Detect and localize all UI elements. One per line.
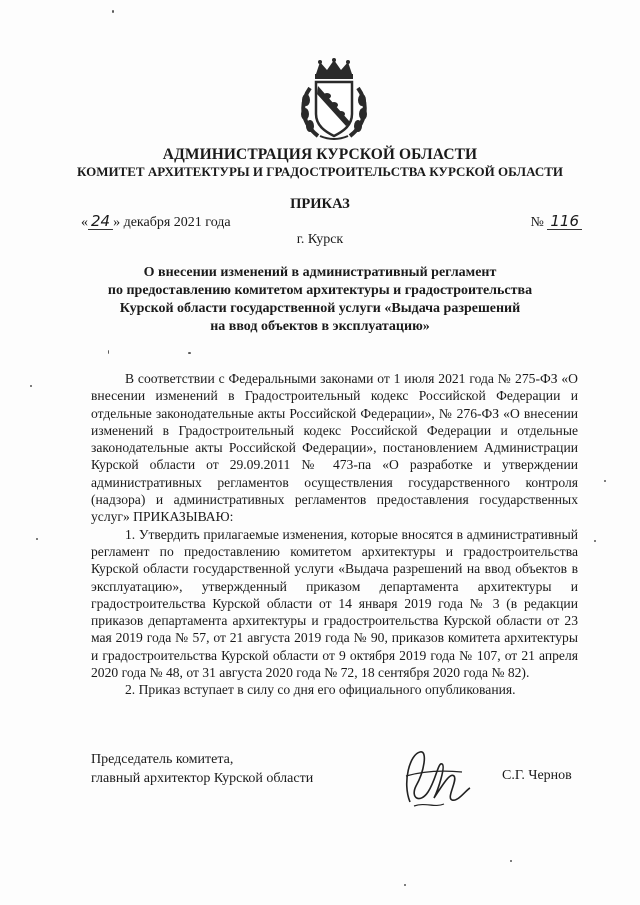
handwritten-day: 24 <box>88 214 113 230</box>
number-prefix: № <box>530 215 544 230</box>
handwritten-signature <box>380 742 476 814</box>
administration-heading: АДМИНИСТРАЦИЯ КУРСКОЙ ОБЛАСТИ <box>162 146 478 163</box>
clause-2-paragraph: 2. Приказ вступает в силу со дня его официального опубликования. <box>125 682 516 698</box>
order-number <box>531 214 583 231</box>
signatory-position <box>91 750 313 788</box>
order-title <box>60 264 580 336</box>
title-line: по предоставлению комитетом архитектуры и градостроительства <box>107 283 533 298</box>
title-line: Курской области государственной услуги «Выдача разрешений <box>119 301 521 316</box>
clause-1-paragraph: 1. Утвердить прилагаемые изменения, которые вносятся в административный регламент по предоставлению комитетом архитектуры и градостроительства Курской области государственной услуги «Выдача разрешений на ввод объектов в эксплуатацию», утвержденный приказом департамента архитектуры и градостроительства Курской области от 14 января 2019 года № 3 (в редакции приказов департамента архитектуры и градостроительства Курской области от 23 мая 2019 года № 57, от 21 августа 2019 года № 90, приказов комитета архитектуры и градостроительства Курской области от 9 октября 2019 года № 107, от 21 апреля 2020 года № 48, от 31 августа 2020 года № 72, 18 сентября 2020 года № 82). <box>91 526 578 681</box>
scan-speck <box>112 10 114 13</box>
city-name: г. Курск <box>296 232 344 247</box>
handwritten-number: 116 <box>547 214 582 230</box>
date-month-year: » декабря 2021 года <box>113 215 231 230</box>
title-line: О внесении изменений в административный регламент <box>143 265 497 280</box>
signatory-name: С.Г. Чернов <box>502 768 572 783</box>
order-body <box>91 370 578 699</box>
scan-speck <box>404 884 406 886</box>
committee-heading: КОМИТЕТ АРХИТЕКТУРЫ И ГРАДОСТРОИТЕЛЬСТВА КУРСКОЙ ОБЛАСТИ <box>76 164 564 179</box>
preamble-paragraph: В соответствии с Федеральными законами от 1 июля 2021 года № 275-ФЗ «О внесении изменений в Градостроительный кодекс Российской Федерации и отдельные законодательные акты Российской Федерации», № 276-ФЗ «О внесении изменений в Градостроительный кодекс Российской Федерации и отдельные законодательные акты Российской Федерации», постановлением Администрации Курской области от 29.09.2011 № 473-па «О разработке и утверждении административных регламентов осуществления государственного контроля (надзора) и административных регламентов предоставления государственных услуг» ПРИКАЗЫВАЮ: <box>91 371 578 525</box>
scan-speck <box>30 385 32 387</box>
title-line: на ввод объектов в эксплуатацию» <box>210 319 430 334</box>
order-label: ПРИКАЗ <box>290 196 350 212</box>
position-line: Председатель комитета, <box>91 752 234 767</box>
scan-speck <box>594 540 596 542</box>
order-date <box>81 214 231 231</box>
scan-speck <box>36 538 38 540</box>
date-quote-open: « <box>81 215 88 230</box>
scan-speck <box>604 480 606 482</box>
scan-speck <box>510 860 512 862</box>
position-line: главный архитектор Курской области <box>91 771 314 786</box>
scan-speck <box>108 350 109 354</box>
scan-speck <box>188 352 191 354</box>
kursk-coat-of-arms-emblem <box>296 58 372 142</box>
